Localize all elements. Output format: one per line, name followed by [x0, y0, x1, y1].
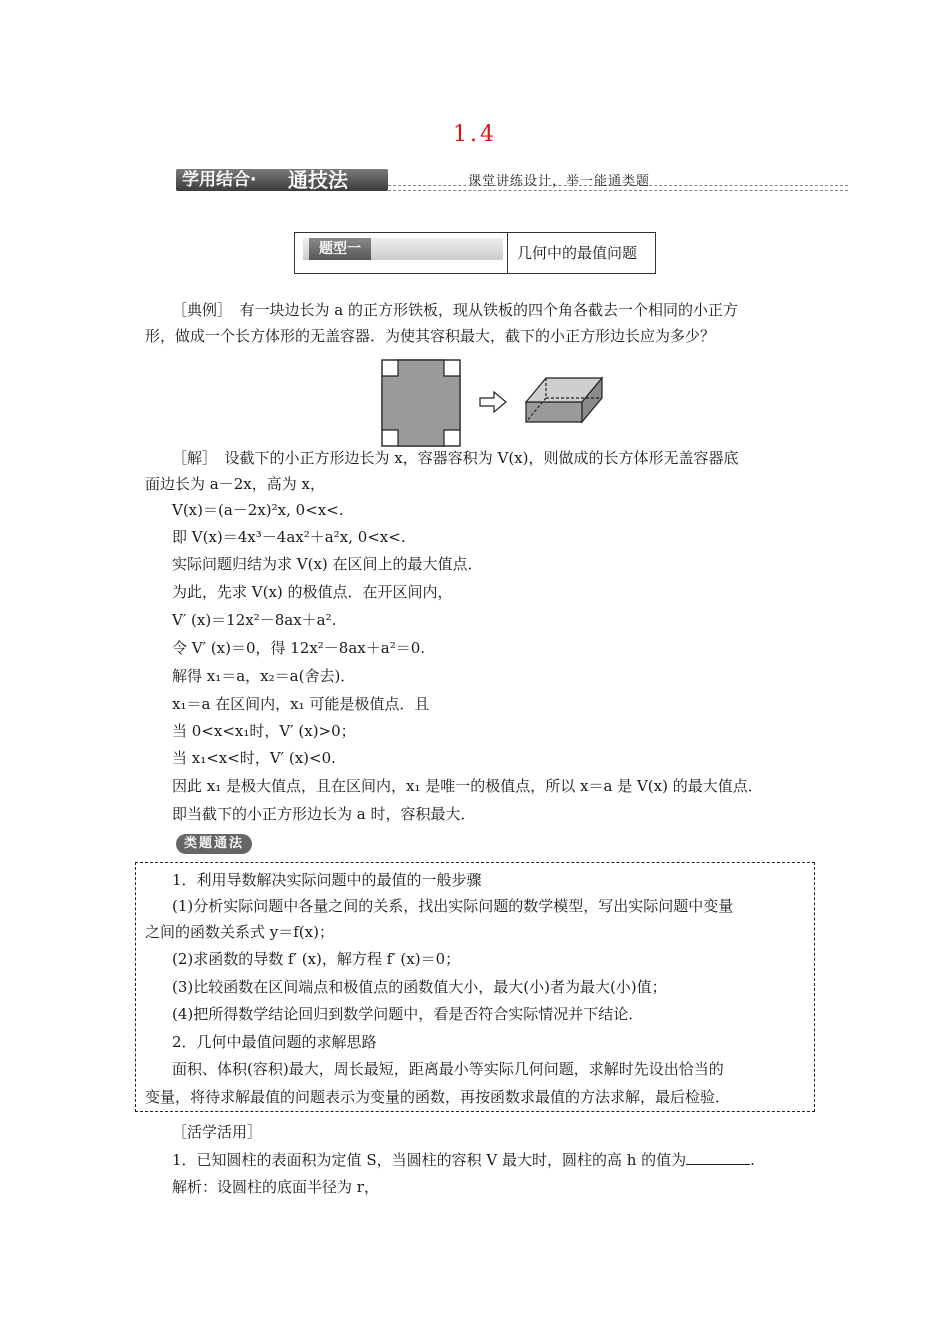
example-line-1: ［典例］ 有一块边长为 a 的正方形铁板，现从铁板的四个角各截去一个相同的小正方	[172, 301, 738, 319]
example-line-2: 形，做成一个长方体形的无盖容器．为使其容积最大，截下的小正方形边长应为多少？	[145, 327, 716, 345]
topic-tag-bg	[303, 238, 503, 260]
section-number: 1.4	[453, 122, 497, 147]
method-line-5: (3)比较函数在区间端点和极值点的函数值大小，最大(小)者为最大(小)值；	[172, 978, 667, 996]
solution-line-14: 即当截下的小正方形边长为 a 时，容积最大．	[172, 805, 476, 823]
solution-line-3: V(x)＝(a－2x)²x, 0<x<.	[172, 501, 344, 519]
solution-line-4: 即 V(x)＝4x³－4ax²＋a²x, 0<x<.	[172, 528, 406, 546]
solution-line-6: 为此，先求 V(x) 的极值点．在开区间内，	[172, 583, 453, 601]
banner-title	[176, 169, 388, 191]
cut-square-sheet	[382, 360, 460, 446]
question-1-end: .	[750, 1151, 755, 1169]
practice-analysis: 解析：设圆柱的底面半径为 r，	[172, 1178, 379, 1196]
method-line-8: 面积、体积(容积)最大，周长最短，距离最小等实际几何问题，求解时先设出恰当的	[172, 1060, 724, 1078]
method-line-9: 变量，将待求解最值的问题表示为变量的函数，再按函数求最值的方法求解，最后检验．	[145, 1088, 731, 1106]
open-box-icon	[526, 378, 602, 422]
method-line-3: 之间的函数关系式 y＝f(x)；	[145, 923, 334, 941]
answer-blank	[686, 1150, 750, 1165]
topic-tag: 题型一	[309, 238, 371, 260]
topic-title: 几何中的最值问题	[517, 244, 638, 262]
question-1-text: 1．已知圆柱的表面积为定值 S，当圆柱的容积 V 最大时，圆柱的高 h 的值为	[172, 1151, 687, 1169]
box-folding-figure	[380, 358, 610, 450]
practice-header: ［活学活用］	[172, 1123, 263, 1141]
solution-line-13: 因此 x₁ 是极大值点，且在区间内，x₁ 是唯一的极值点，所以 x＝a 是 V(x) 的最大值点．	[172, 777, 763, 795]
solution-line-12: 当 x₁<x<时，V′ (x)<0.	[172, 749, 336, 767]
solution-line-10: x₁＝a 在区间内，x₁ 可能是极值点．且	[172, 695, 430, 713]
banner-subtitle: 课堂讲练设计，举一能通类题	[468, 174, 651, 189]
method-line-2: (1)分析实际问题中各量之间的关系，找出实际问题的数学模型，写出实际问题中变量	[172, 897, 734, 915]
arrow-icon	[480, 392, 506, 412]
solution-line-5: 实际问题归结为求 V(x) 在区间上的最大值点．	[172, 555, 483, 573]
banner-title-part2: 通技法	[288, 168, 348, 192]
solution-line-11: 当 0<x<x₁时，V′ (x)>0；	[172, 722, 356, 740]
solution-line-8: 令 V′ (x)＝0，得 12x²－8ax＋a²＝0.	[172, 639, 426, 657]
solution-line-1: ［解］ 设截下的小正方形边长为 x，容器容积为 V(x)，则做成的长方体形无盖容器底	[172, 449, 739, 467]
section-banner	[172, 167, 848, 193]
method-line-7: 2．几何中最值问题的求解思路	[172, 1033, 377, 1051]
method-line-6: (4)把所得数学结论回归到数学问题中，看是否符合实际情况并下结论．	[172, 1005, 644, 1023]
banner-title-part1: 学用结合·	[182, 170, 257, 190]
topic-box	[294, 232, 656, 274]
practice-question-1	[172, 1150, 755, 1170]
solution-line-7: V′ (x)＝12x²－8ax＋a².	[172, 611, 337, 629]
method-line-1: 1．利用导数解决实际问题中的最值的一般步骤	[172, 871, 482, 889]
topic-divider	[507, 233, 508, 273]
method-line-4: (2)求函数的导数 f′ (x)，解方程 f′ (x)＝0；	[172, 950, 461, 968]
solution-line-2: 面边长为 a－2x，高为 x，	[145, 475, 325, 493]
solution-line-9: 解得 x₁＝a，x₂＝a(舍去)．	[172, 667, 356, 685]
method-badge: 类题通法	[176, 834, 252, 854]
